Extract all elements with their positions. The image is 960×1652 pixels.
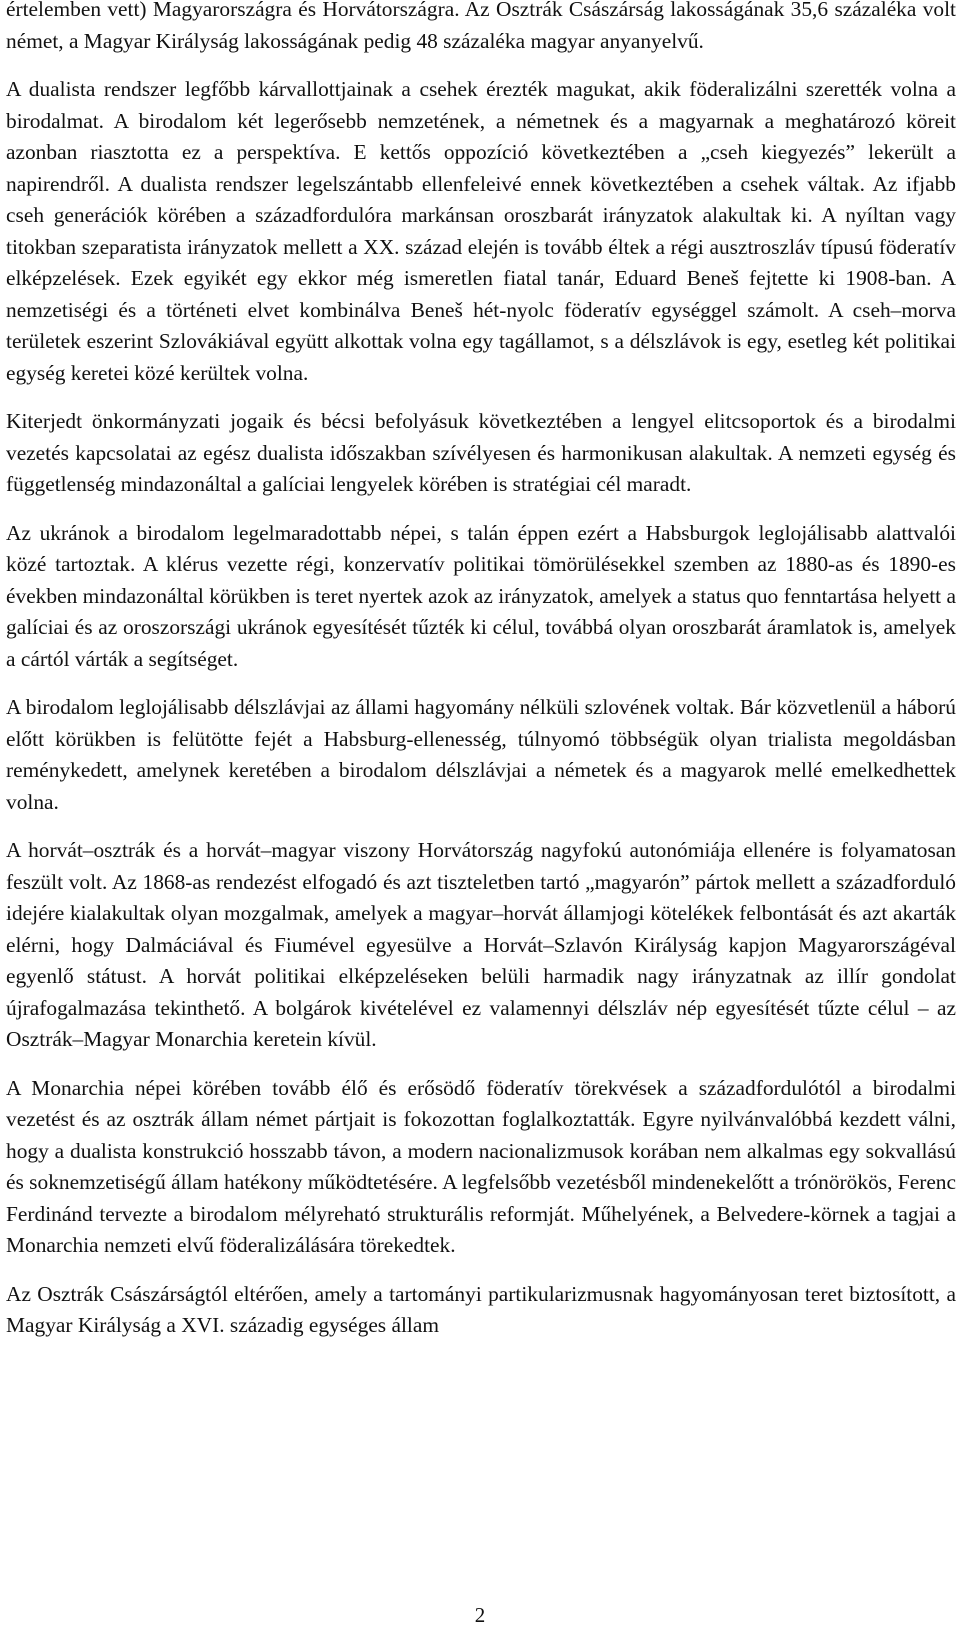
paragraph: Az Osztrák Császárságtól eltérően, amely a tartományi partikularizmusnak hagyományosan teret biztosított, a Magyar Királyság a XVI. századig egységes állam: [6, 1281, 956, 1337]
paragraph: A horvát–osztrák és a horvát–magyar viszony Horvátország nagyfokú autonómiája ellenére is folyamatosan feszült volt. Az 1868-as rendezést elfogadó és azt tiszteletben tartó „magyarón” pártok mellett a századforduló idejére kialakultak olyan mozgalmak, amelyek a magyar–horvát államjogi kötelékek felbontását és azt akarták elérni, hogy Dalmáciával és Fiumével egyesülve a Horvát–Szlavón Királyság kapjon Magyarországéval egyenlő státust. A horvát politikai elképzeléseken belüli harmadik nagy irányzatnak az illír gondolat újrafogalmazása tekinthető. A bolgárok kivételével ez valamennyi délszláv nép egyesítését tűzte célul – az Osztrák–Magyar Monarchia keretein kívül.: [6, 838, 956, 1051]
paragraph: A dualista rendszer legfőbb kárvallottjainak a csehek érezték magukat, akik föderalizálni szerették volna a birodalmat. A birodalom két legerősebb nemzetének, a németnek és a magyarnak a meghatározó köreit azonban riasztotta ez a perspektíva. E kettős oppozíció következtében a „cseh kiegyezés” lekerült a napirendről. A dualista rendszer legelszántabb ellenfeleivé ennek következtében a csehek váltak. Az ifjabb cseh generációk körében a századfordulóra markánsan oroszbarát irányzatok alakultak ki. A nyíltan vagy titokban szeparatista irányzatok mellett a XX. század elején is tovább éltek a régi ausztroszláv típusú föderatív elképzelések. Ezek egyikét egy ekkor még ismeretlen fiatal tanár, Eduard Beneš fejtette ki 1908-ban. A nemzetiségi és a történeti elvet kombinálva Beneš hét-nyolc föderatív egységgel számolt. A cseh–morva területek eszerint Szlovákiával együtt alkottak volna egy tagállamot, s a délszlávok is egy, esetleg két politikai egység keretei közé kerültek volna.: [6, 77, 956, 385]
paragraph: Kiterjedt önkormányzati jogaik és bécsi befolyásuk következtében a lengyel elitcsoportok és a birodalmi vezetés kapcsolatai az egész dualista időszakban szívélyesen és harmonikusan alakultak. A nemzeti egység és függetlenség mindazonáltal a galíciai lengyelek körében is stratégiai cél maradt.: [6, 409, 956, 496]
paragraph: A Monarchia népei körében tovább élő és erősödő föderatív törekvések a századfordulótól a birodalmi vezetést és az osztrák állam német pártjait is fokozottan foglalkoztatták. Egyre nyilvánvalóbbá kezdett válni, hogy a dualista konstrukció hosszabb távon, a modern nacionalizmusok korában nem alkalmas egy sokvallású és soknemzetiségű állam hatékony működtetésére. A legfelsőbb vezetésből mindenekelőtt a trónörökös, Ferenc Ferdinánd tervezte a birodalom mélyreható strukturális reformját. Műhelyének, a Belvedere-körnek a tagjai a Monarchia nemzeti elvű föderalizálására törekedtek.: [6, 1075, 956, 1257]
paragraph: értelemben vett) Magyarországra és Horvátországra. Az Osztrák Császárság lakosságának 35,6 százaléka volt német, a Magyar Királyság lakosságának pedig 48 százaléka magyar anyanyelvű.: [6, 0, 956, 53]
paragraph: Az ukránok a birodalom legelmaradottabb népei, s talán éppen ezért a Habsburgok leglojálisabb alattvalói közé tartoztak. A klérus vezette régi, konzervatív politikai tömörülésekkel szemben az 1880-as és 1890-es években mindazonáltal körükben is teret nyertek azok az irányzatok, amelyek a status quo fenntartása helyett a galíciai és az oroszországi ukránok egyesítését tűzték ki célul, továbbá olyan oroszbarát áramlatok is, amelyek a cártól várták a segítséget.: [6, 520, 956, 671]
document-page: [6, 0, 956, 1359]
paragraph: A birodalom leglojálisabb délszlávjai az állami hagyomány nélküli szlovének voltak. Bár közvetlenül a háború előtt körükben is felütötte fejét a Habsburg-ellenesség, túlnyomó többségük olyan trialista megoldásban reménykedett, amelynek keretében a birodalom délszlávjai a németek és a magyarok mellé emelkedhettek volna.: [6, 695, 956, 814]
page-number: 2: [474, 1603, 486, 1627]
